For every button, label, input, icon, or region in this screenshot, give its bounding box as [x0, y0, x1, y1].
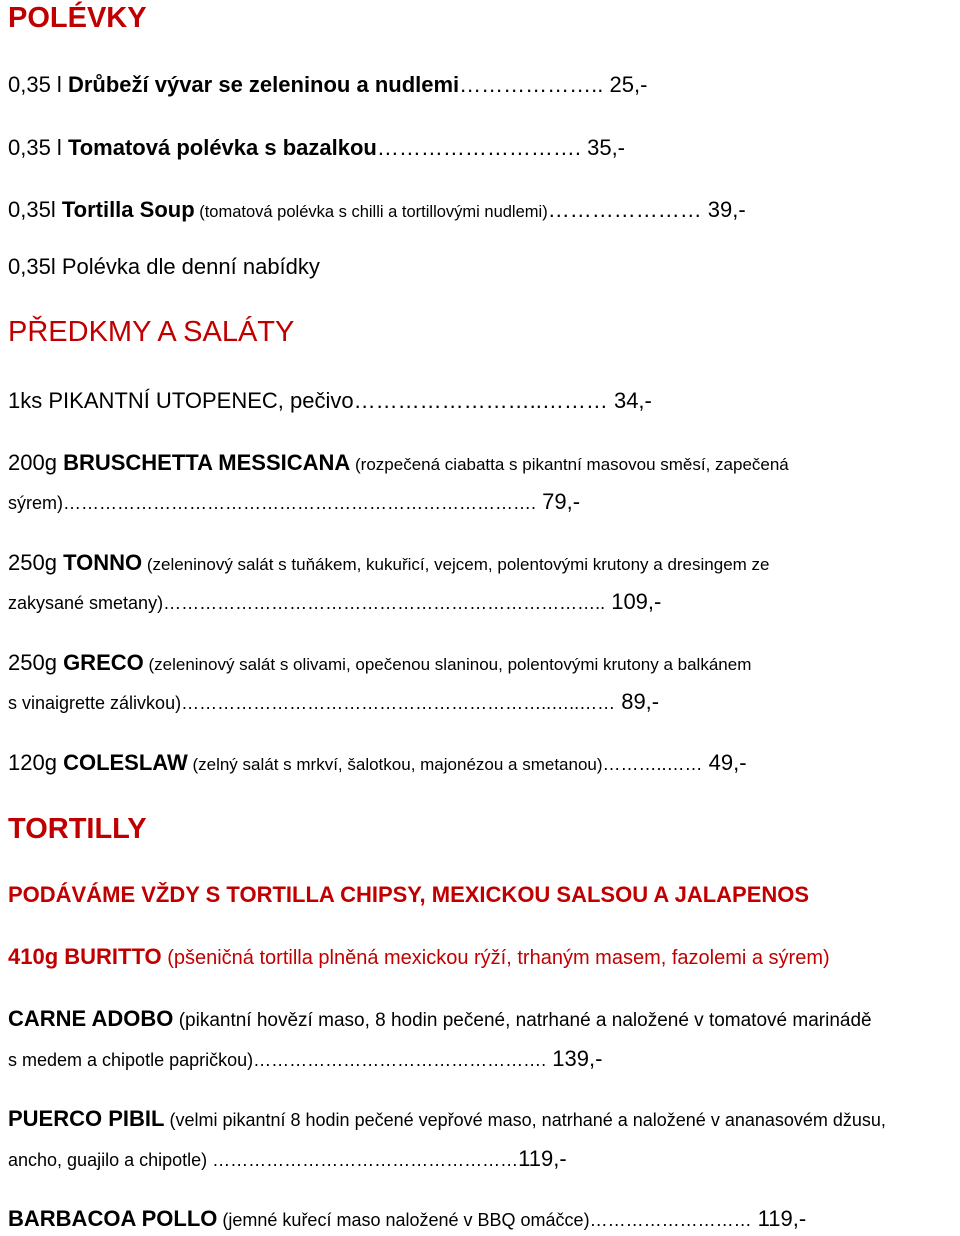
item-name: PUERCO PIBIL — [8, 1106, 165, 1131]
item-price: 109,- — [605, 589, 662, 614]
menu-item-tortilla-2-cont — [8, 1048, 602, 1070]
menu-item-tortilla-1 — [8, 946, 830, 968]
item-name: CARNE ADOBO — [8, 1006, 174, 1031]
item-price: 139,- — [546, 1046, 603, 1071]
item-price: 39,- — [701, 197, 746, 222]
item-dots: ………..…… — [602, 754, 703, 774]
item-quantity: 1ks — [8, 388, 49, 413]
menu-item-starter-1 — [8, 390, 652, 412]
item-description: (pšeničná tortilla plněná mexickou rýží, trhaným masem, fazolemi a sýrem) — [161, 947, 830, 969]
menu-item-soup-2 — [8, 137, 625, 159]
item-description: s medem a chipotle papričkou) — [8, 1050, 254, 1070]
menu-item-tortilla-4 — [8, 1208, 806, 1230]
item-name: BURITTO — [64, 944, 162, 969]
item-dots: ……………………..……… — [353, 388, 608, 413]
item-name: TONNO — [63, 550, 143, 575]
menu-item-soup-4 — [8, 256, 320, 278]
item-price: 35,- — [580, 135, 626, 160]
item-name: BRUSCHETTA MESSICANA — [63, 450, 351, 475]
section-title-soups: POLÉVKY — [8, 2, 147, 34]
item-name: PIKANTNÍ UTOPENEC — [48, 388, 278, 413]
item-price: 34,- — [607, 388, 652, 413]
item-name: GRECO — [63, 650, 144, 675]
item-description: (velmi pikantní 8 hodin pečené vepřové maso, natrhané a naložené v ananasovém džusu, — [164, 1110, 886, 1130]
item-description: (jemné kuřecí maso naložené v BBQ omáčce) — [217, 1210, 590, 1230]
item-description: (rozpečená ciabatta s pikantní masovou směsí, zapečená — [350, 455, 789, 474]
item-price: 119,- — [751, 1206, 807, 1231]
menu-item-starter-4 — [8, 652, 751, 674]
item-name: BARBACOA POLLO — [8, 1206, 218, 1231]
item-description: ancho, guajilo a chipotle) — [8, 1150, 213, 1170]
menu-item-starter-5 — [8, 752, 747, 774]
item-description: sýrem) — [8, 493, 63, 513]
menu-item-tortilla-2 — [8, 1008, 872, 1030]
item-description: s vinaigrette zálivkou) — [8, 693, 182, 713]
section-title-starters: PŘEDKMY A SALÁTY — [8, 316, 295, 348]
item-quantity: 250g — [8, 550, 64, 575]
menu-item-soup-1 — [8, 74, 647, 96]
item-dots: ……………….. — [459, 72, 604, 97]
item-name: COLESLAW — [63, 750, 188, 775]
item-quantity: 0,35l — [8, 254, 62, 279]
menu-item-starter-4-cont — [8, 691, 659, 713]
item-price: 79,- — [536, 489, 581, 514]
item-price: 119,- — [518, 1146, 567, 1171]
menu-item-starter-2-cont — [8, 491, 580, 513]
item-price: 25,- — [603, 72, 648, 97]
item-quantity: 250g — [8, 650, 64, 675]
item-dots: ……………………………………………………………….. — [163, 593, 606, 613]
item-description: , pečivo — [277, 388, 354, 413]
item-dots: ……………………………………………………..…..…… — [181, 693, 616, 713]
item-name: Tomatová polévka s bazalkou — [67, 135, 377, 160]
menu-item-soup-3 — [8, 199, 746, 221]
menu-item-tortilla-3-cont — [8, 1148, 567, 1170]
item-quantity: 0,35 l — [8, 72, 68, 97]
menu-item-starter-2 — [8, 452, 789, 474]
item-description: (zeleninový salát s olivami, opečenou slaninou, polentovými krutony a balkánem — [143, 655, 752, 674]
item-description: (zelný salát s mrkví, šalotkou, majonézou a smetanou) — [187, 755, 603, 774]
item-dots: ……………………………………………………………………. — [63, 493, 537, 513]
item-name: Tortilla Soup — [61, 197, 195, 222]
item-dots: ……………………… — [589, 1210, 752, 1230]
item-quantity: 200g — [8, 450, 64, 475]
menu-item-tortilla-3 — [8, 1108, 886, 1130]
item-price: 89,- — [615, 689, 660, 714]
section-title-tortillas: TORTILLY — [8, 813, 147, 845]
item-price: 49,- — [702, 750, 747, 775]
item-dots: …………………………………………. — [253, 1050, 547, 1070]
item-description: (tomatová polévka s chilli a tortillovými nudlemi) — [194, 203, 548, 221]
section-note-tortillas: PODÁVÁME VŽDY S TORTILLA CHIPSY, MEXICKOU SALSOU A JALAPENOS — [8, 882, 810, 907]
item-quantity: 0,35l — [8, 197, 62, 222]
item-quantity: 120g — [8, 750, 64, 775]
menu-item-starter-3 — [8, 552, 770, 574]
item-name: Drůbeží vývar se zeleninou a nudlemi — [67, 72, 460, 97]
item-description: zakysané smetany) — [8, 593, 164, 613]
item-name: Polévka dle denní nabídky — [61, 254, 320, 279]
item-dots: ………………… — [547, 197, 702, 222]
item-description: (zeleninový salát s tuňákem, kukuřicí, vejcem, polentovými krutony a dresingem ze — [142, 555, 770, 574]
item-dots: ………………………. — [376, 135, 581, 160]
item-dots: …………………………………………… — [212, 1150, 519, 1170]
menu-item-starter-3-cont — [8, 591, 661, 613]
item-quantity: 0,35 l — [8, 135, 68, 160]
item-quantity: 410g — [8, 944, 65, 969]
item-description: (pikantní hovězí maso, 8 hodin pečené, natrhané a naložené v tomatové marinádě — [173, 1010, 872, 1031]
